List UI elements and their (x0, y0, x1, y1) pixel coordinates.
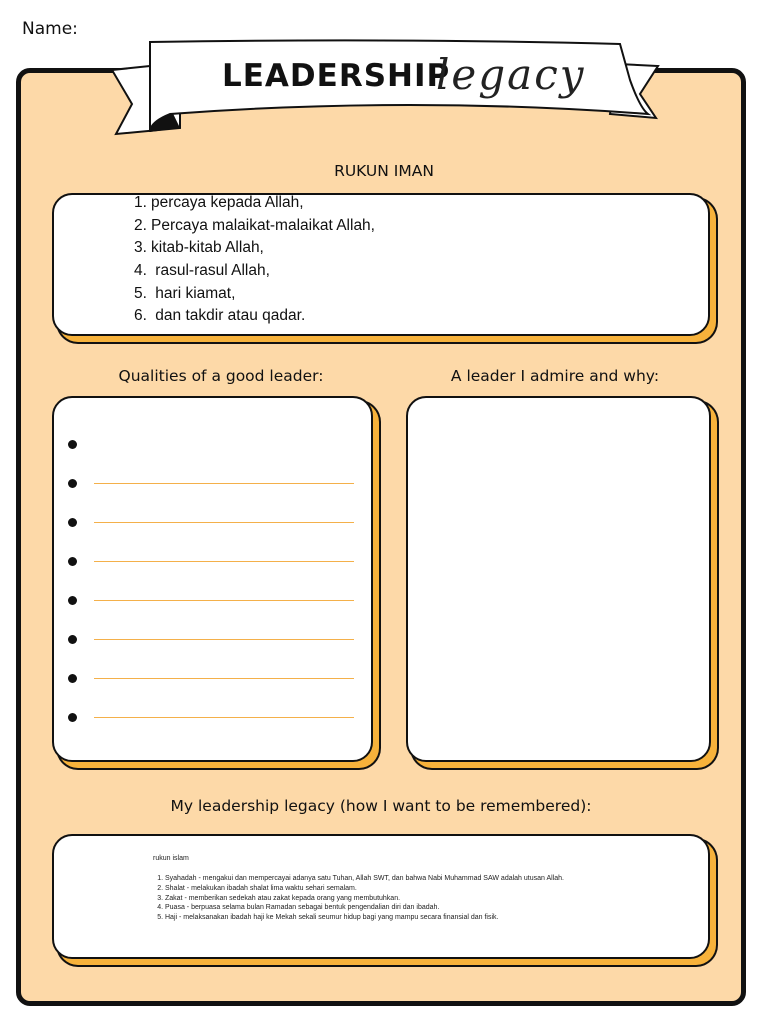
rukun-iman-item-number: 2. (134, 216, 147, 234)
rukun-islam-item: 1. Syahadah - mengakui dan mempercayai adanya satu Tuhan, Allah SWT, dan bahwa Nabi Muhammad SAW adalah utusan Allah. (165, 874, 564, 884)
bullet-dot-icon (68, 440, 77, 449)
rukun-islam-item: 5. Haji - melaksanakan ibadah haji ke Mekah sekali seumur hidup bagi yang mampu secara finansial dan fisik. (165, 913, 564, 923)
rukun-iman-item (134, 237, 375, 260)
rukun-iman-list (134, 192, 375, 328)
rukun-iman-item-text: Percaya malaikat-malaikat Allah, (151, 216, 375, 234)
bullet-dot-icon (68, 674, 77, 683)
rukun-iman-item-number: 4. (134, 262, 147, 280)
quality-bullet-row[interactable] (68, 635, 358, 655)
rukun-iman-item-number: 5. (134, 284, 147, 302)
write-line (94, 561, 354, 562)
qualities-title: Qualities of a good leader: (118, 367, 324, 385)
quality-bullet-row[interactable] (68, 674, 358, 694)
bullet-dot-icon (68, 479, 77, 488)
admire-title: A leader I admire and why: (450, 367, 660, 385)
write-line (94, 600, 354, 601)
rukun-iman-item-text: hari kiamat, (151, 284, 236, 302)
rukun-iman-item-number: 3. (134, 239, 147, 257)
legacy-title: My leadership legacy (how I want to be remembered): (170, 797, 592, 815)
write-line (94, 522, 354, 523)
write-line (94, 678, 354, 679)
rukun-iman-item (134, 283, 375, 306)
title-main: LEADERSHIP (222, 58, 451, 94)
admire-card[interactable] (406, 396, 711, 762)
rukun-islam-heading: rukun islam (153, 855, 189, 862)
rukun-iman-item-text: rasul-rasul Allah, (151, 262, 270, 280)
write-line (94, 483, 354, 484)
rukun-iman-item-text: dan takdir atau qadar. (151, 307, 306, 325)
rukun-islam-item: 3. Zakat - memberikan sedekah atau zakat kepada orang yang membutuhkan. (165, 894, 564, 904)
quality-bullet-row[interactable] (68, 557, 358, 577)
quality-bullet-row[interactable] (68, 713, 358, 733)
write-line (94, 639, 354, 640)
rukun-iman-item-text: percaya kepada Allah, (151, 194, 304, 211)
rukun-islam-item: 2. Shalat - melakukan ibadah shalat lima waktu sehari semalam. (165, 884, 564, 894)
rukun-islam-block (153, 855, 564, 923)
quality-bullet-row[interactable] (68, 596, 358, 616)
rukun-iman-item-number: 6. (134, 307, 147, 325)
rukun-islam-list (153, 874, 564, 923)
rukun-iman-item (134, 305, 375, 328)
rukun-iman-item-text: kitab-kitab Allah, (151, 239, 264, 257)
rukun-islam-item: 4. Puasa - berpuasa selama bulan Ramadan sebagai bentuk pengendalian diri dan ibadah. (165, 903, 564, 913)
bullet-dot-icon (68, 557, 77, 566)
title-script: legacy (436, 50, 586, 99)
quality-bullet-row[interactable] (68, 479, 358, 499)
bullet-dot-icon (68, 635, 77, 644)
bullet-dot-icon (68, 713, 77, 722)
bullet-dot-icon (68, 596, 77, 605)
write-line (94, 717, 354, 718)
rukun-iman-item (134, 260, 375, 283)
quality-bullet-row[interactable] (68, 518, 358, 538)
rukun-iman-item (134, 192, 375, 215)
name-label: Name: (22, 19, 78, 39)
bullet-dot-icon (68, 518, 77, 527)
rukun-iman-item-number: 1. (134, 194, 147, 211)
rukun-iman-item (134, 215, 375, 238)
quality-bullet-row[interactable] (68, 440, 358, 460)
rukun-iman-title: RUKUN IMAN (334, 162, 434, 180)
